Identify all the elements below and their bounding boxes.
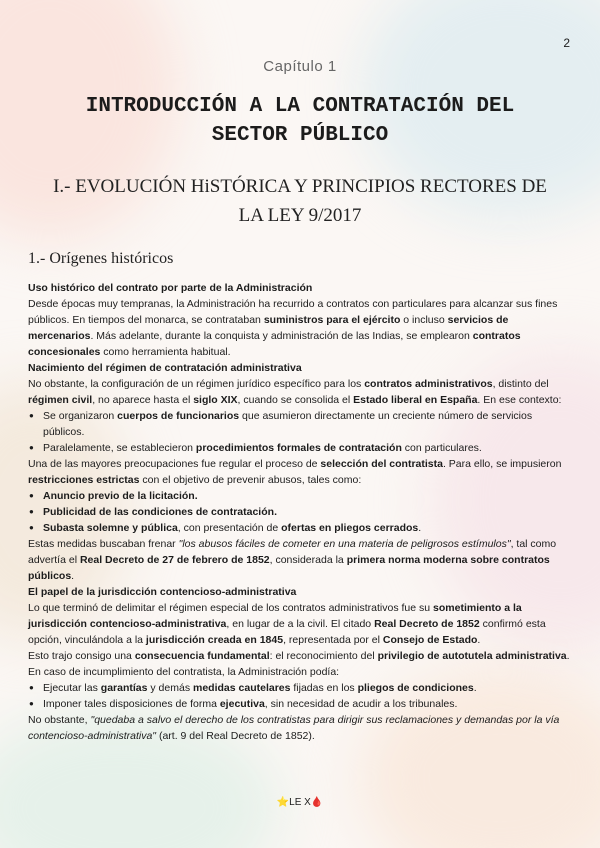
list-item: ● Anuncio previo de la licitación. xyxy=(28,488,574,504)
list-item: ● Subasta solemne y pública, con presentación de ofertas en pliegos cerrados. xyxy=(28,520,574,536)
section-line-1: I.- EVOLUCIÓN HiSTÓRICA Y PRINCIPIOS RECTORES DE xyxy=(53,176,547,197)
paragraph-5: Lo que terminó de delimitar el régimen especial de los contratos administrativos fue su sometimiento a la jurisdicción contencioso-administrativa, en lugar de a la civil. El citado Real Decreto de 1852 confirmó esta opción, vinculándola a la jurisdicción creada en 1845, representada por el Consejo de Estado. xyxy=(28,602,546,646)
footer xyxy=(0,797,600,808)
body-text xyxy=(28,280,574,744)
bullet-list-3 xyxy=(28,680,574,712)
list-item: ● Ejecutar las garantías y demás medidas cautelares fijadas en los pliegos de condiciones. xyxy=(28,680,574,696)
blood-drop-icon: 🩸 xyxy=(310,797,324,808)
paragraph-4: Estas medidas buscaban frenar "los abusos fáciles de cometer en una materia de peligrosos estímulos", tal como advertía el Real Decreto de 27 de febrero de 1852, considerada la primera norma moderna sobre contratos públicos. xyxy=(28,538,557,582)
heading-nacimiento: Nacimiento del régimen de contratación administrativa xyxy=(28,362,302,374)
star-icon: ⭐ xyxy=(276,797,290,808)
section-heading xyxy=(20,172,580,230)
title-line-1: INTRODUCCIÓN A LA CONTRATACIÓN DEL xyxy=(85,95,515,118)
section-line-2: LA LEY 9/2017 xyxy=(238,205,362,226)
title-line-2: SECTOR PÚBLICO xyxy=(211,124,389,147)
paragraph-6: Esto trajo consigo una consecuencia fundamental: el reconocimiento del privilegio de autotutela administrativa. En caso de incumplimiento del contratista, la Administración podía: xyxy=(28,650,570,678)
bullet-list-1 xyxy=(28,408,574,456)
page-number: 2 xyxy=(563,36,570,50)
list-item: ● Publicidad de las condiciones de contratación. xyxy=(28,504,574,520)
paragraph-1: Desde épocas muy tempranas, la Administración ha recurrido a contratos con particulares para alcanzar sus fines públicos. En tiempos del monarca, se contrataban suministros para el ejército o incluso servicios de mercenarios. Más adelante, durante la conquista y administración de las Indias, se emplearon contratos concesionales como herramienta habitual. xyxy=(28,298,558,358)
page-title xyxy=(20,92,580,150)
heading-jurisdiccion: El papel de la jurisdicción contencioso-administrativa xyxy=(28,586,297,598)
subsection-heading: 1.- Orígenes históricos xyxy=(28,250,174,267)
list-item: ● Paralelamente, se establecieron procedimientos formales de contratación con particulares. xyxy=(28,440,574,456)
bullet-list-2 xyxy=(28,488,574,536)
list-item: ● Imponer tales disposiciones de forma ejecutiva, sin necesidad de acudir a los tribunales. xyxy=(28,696,574,712)
paragraph-2: No obstante, la configuración de un régimen jurídico específico para los contratos administrativos, distinto del régimen civil, no aparece hasta el siglo XIX, cuando se consolida el Estado liberal en España. En ese contexto: xyxy=(28,378,562,406)
chapter-label: Capítulo 1 xyxy=(263,58,337,75)
paragraph-7: No obstante, "quedaba a salvo el derecho de los contratistas para dirigir sus reclamaciones y demandas por la vía contencioso-administrativa" (art. 9 del Real Decreto de 1852). xyxy=(28,714,560,742)
list-item: ● Se organizaron cuerpos de funcionarios que asumieron directamente un creciente número de servicios públicos. xyxy=(28,408,574,440)
heading-uso-historico: Uso histórico del contrato por parte de la Administración xyxy=(28,282,313,294)
paragraph-3: Una de las mayores preocupaciones fue regular el proceso de selección del contratista. Para ello, se impusieron restricciones estrictas con el objetivo de prevenir abusos, tales como: xyxy=(28,458,562,486)
footer-text: LE X xyxy=(289,797,311,808)
